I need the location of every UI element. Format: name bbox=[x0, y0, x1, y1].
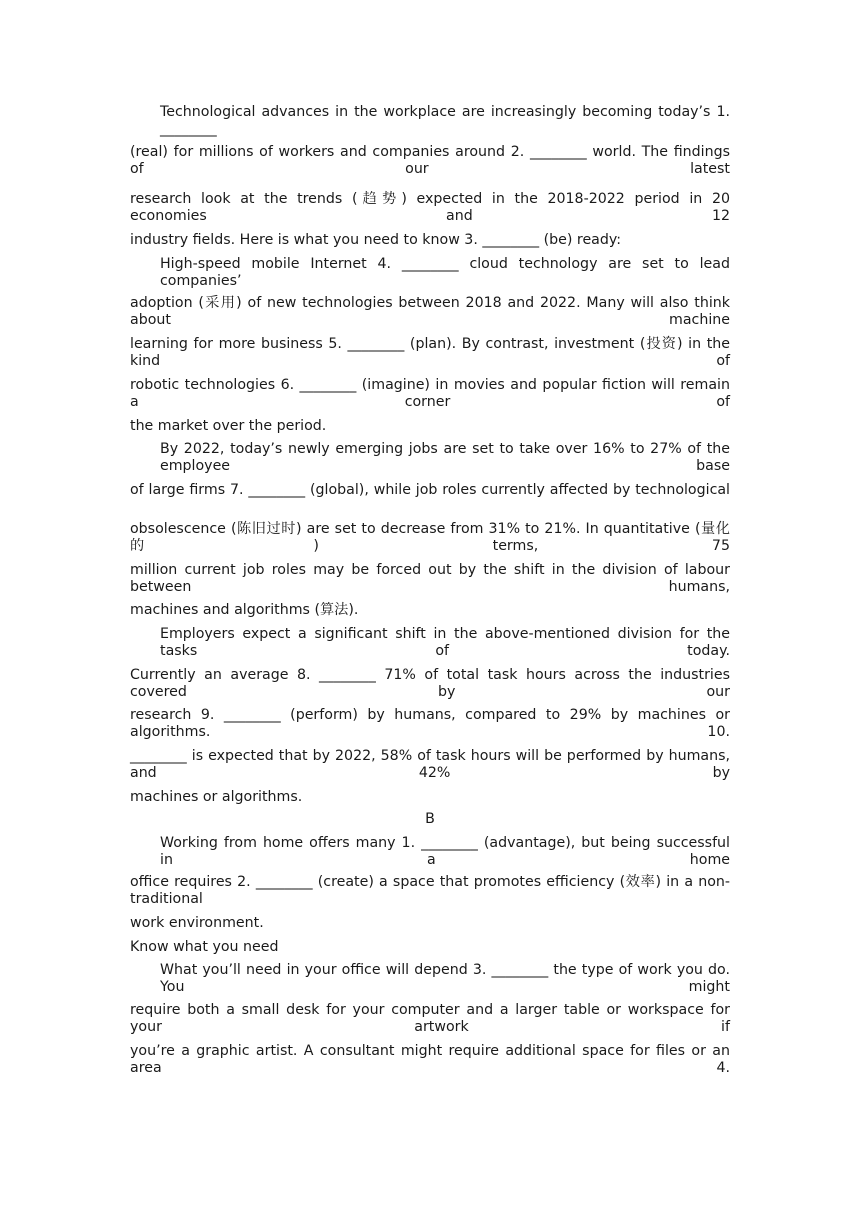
text-line: obsolescence (陈旧过时) are set to decrease from 31% to 21%. In quantitative (量化的) terms, 75 bbox=[130, 521, 730, 554]
text-line: Working from home offers many 1. ________ (advantage), but being successful in a home bbox=[160, 835, 730, 868]
text-line: you’re a graphic artist. A consultant might require additional space for files or an area 4. bbox=[130, 1043, 730, 1076]
text-line: industry fields. Here is what you need to know 3. ________ (be) ready: bbox=[130, 232, 622, 248]
text-line: million current job roles may be forced out by the shift in the division of labour between humans, bbox=[130, 562, 730, 595]
subheading: Know what you need bbox=[130, 939, 279, 955]
text-line: adoption (采用) of new technologies between 2018 and 2022. Many will also think about machine bbox=[130, 295, 730, 328]
text-line: require both a small desk for your computer and a larger table or workspace for your artwork if bbox=[130, 1002, 730, 1035]
text-line: High-speed mobile Internet 4. ________ cloud technology are set to lead companies’ bbox=[160, 256, 730, 289]
text-line: office requires 2. ________ (create) a space that promotes efficiency (效率) in a non-traditional bbox=[130, 874, 730, 907]
text-line: Technological advances in the workplace are increasingly becoming today’s 1. ________ bbox=[160, 104, 730, 137]
text-line: (real) for millions of workers and companies around 2. ________ world. The findings of our latest bbox=[130, 144, 730, 177]
text-line: Currently an average 8. ________ 71% of total task hours across the industries covered by our bbox=[130, 667, 730, 700]
text-line: robotic technologies 6. ________ (imagine) in movies and popular fiction will remain a corner of bbox=[130, 377, 730, 410]
text-line: machines and algorithms (算法). bbox=[130, 602, 359, 618]
text-line: research 9. ________ (perform) by humans, compared to 29% by machines or algorithms. 10. bbox=[130, 707, 730, 740]
text-line: research look at the trends (趋势) expected in the 2018-2022 period in 20 economies and 12 bbox=[130, 191, 730, 224]
text-line: What you’ll need in your office will depend 3. ________ the type of work you do. You might bbox=[160, 962, 730, 995]
text-line: learning for more business 5. ________ (plan). By contrast, investment (投资) in the kind of bbox=[130, 336, 730, 369]
text-line: work environment. bbox=[130, 915, 264, 931]
section-heading: B bbox=[425, 811, 435, 827]
text-line: Employers expect a significant shift in the above-mentioned division for the tasks of today. bbox=[160, 626, 730, 659]
text-line: By 2022, today’s newly emerging jobs are set to take over 16% to 27% of the employee base bbox=[160, 441, 730, 474]
text-line: the market over the period. bbox=[130, 418, 327, 434]
text-line: machines or algorithms. bbox=[130, 789, 303, 805]
text-line: of large firms 7. ________ (global), while job roles currently affected by technological bbox=[130, 482, 730, 498]
text-line: ________ is expected that by 2022, 58% of task hours will be performed by humans, and 42% by bbox=[130, 748, 730, 781]
